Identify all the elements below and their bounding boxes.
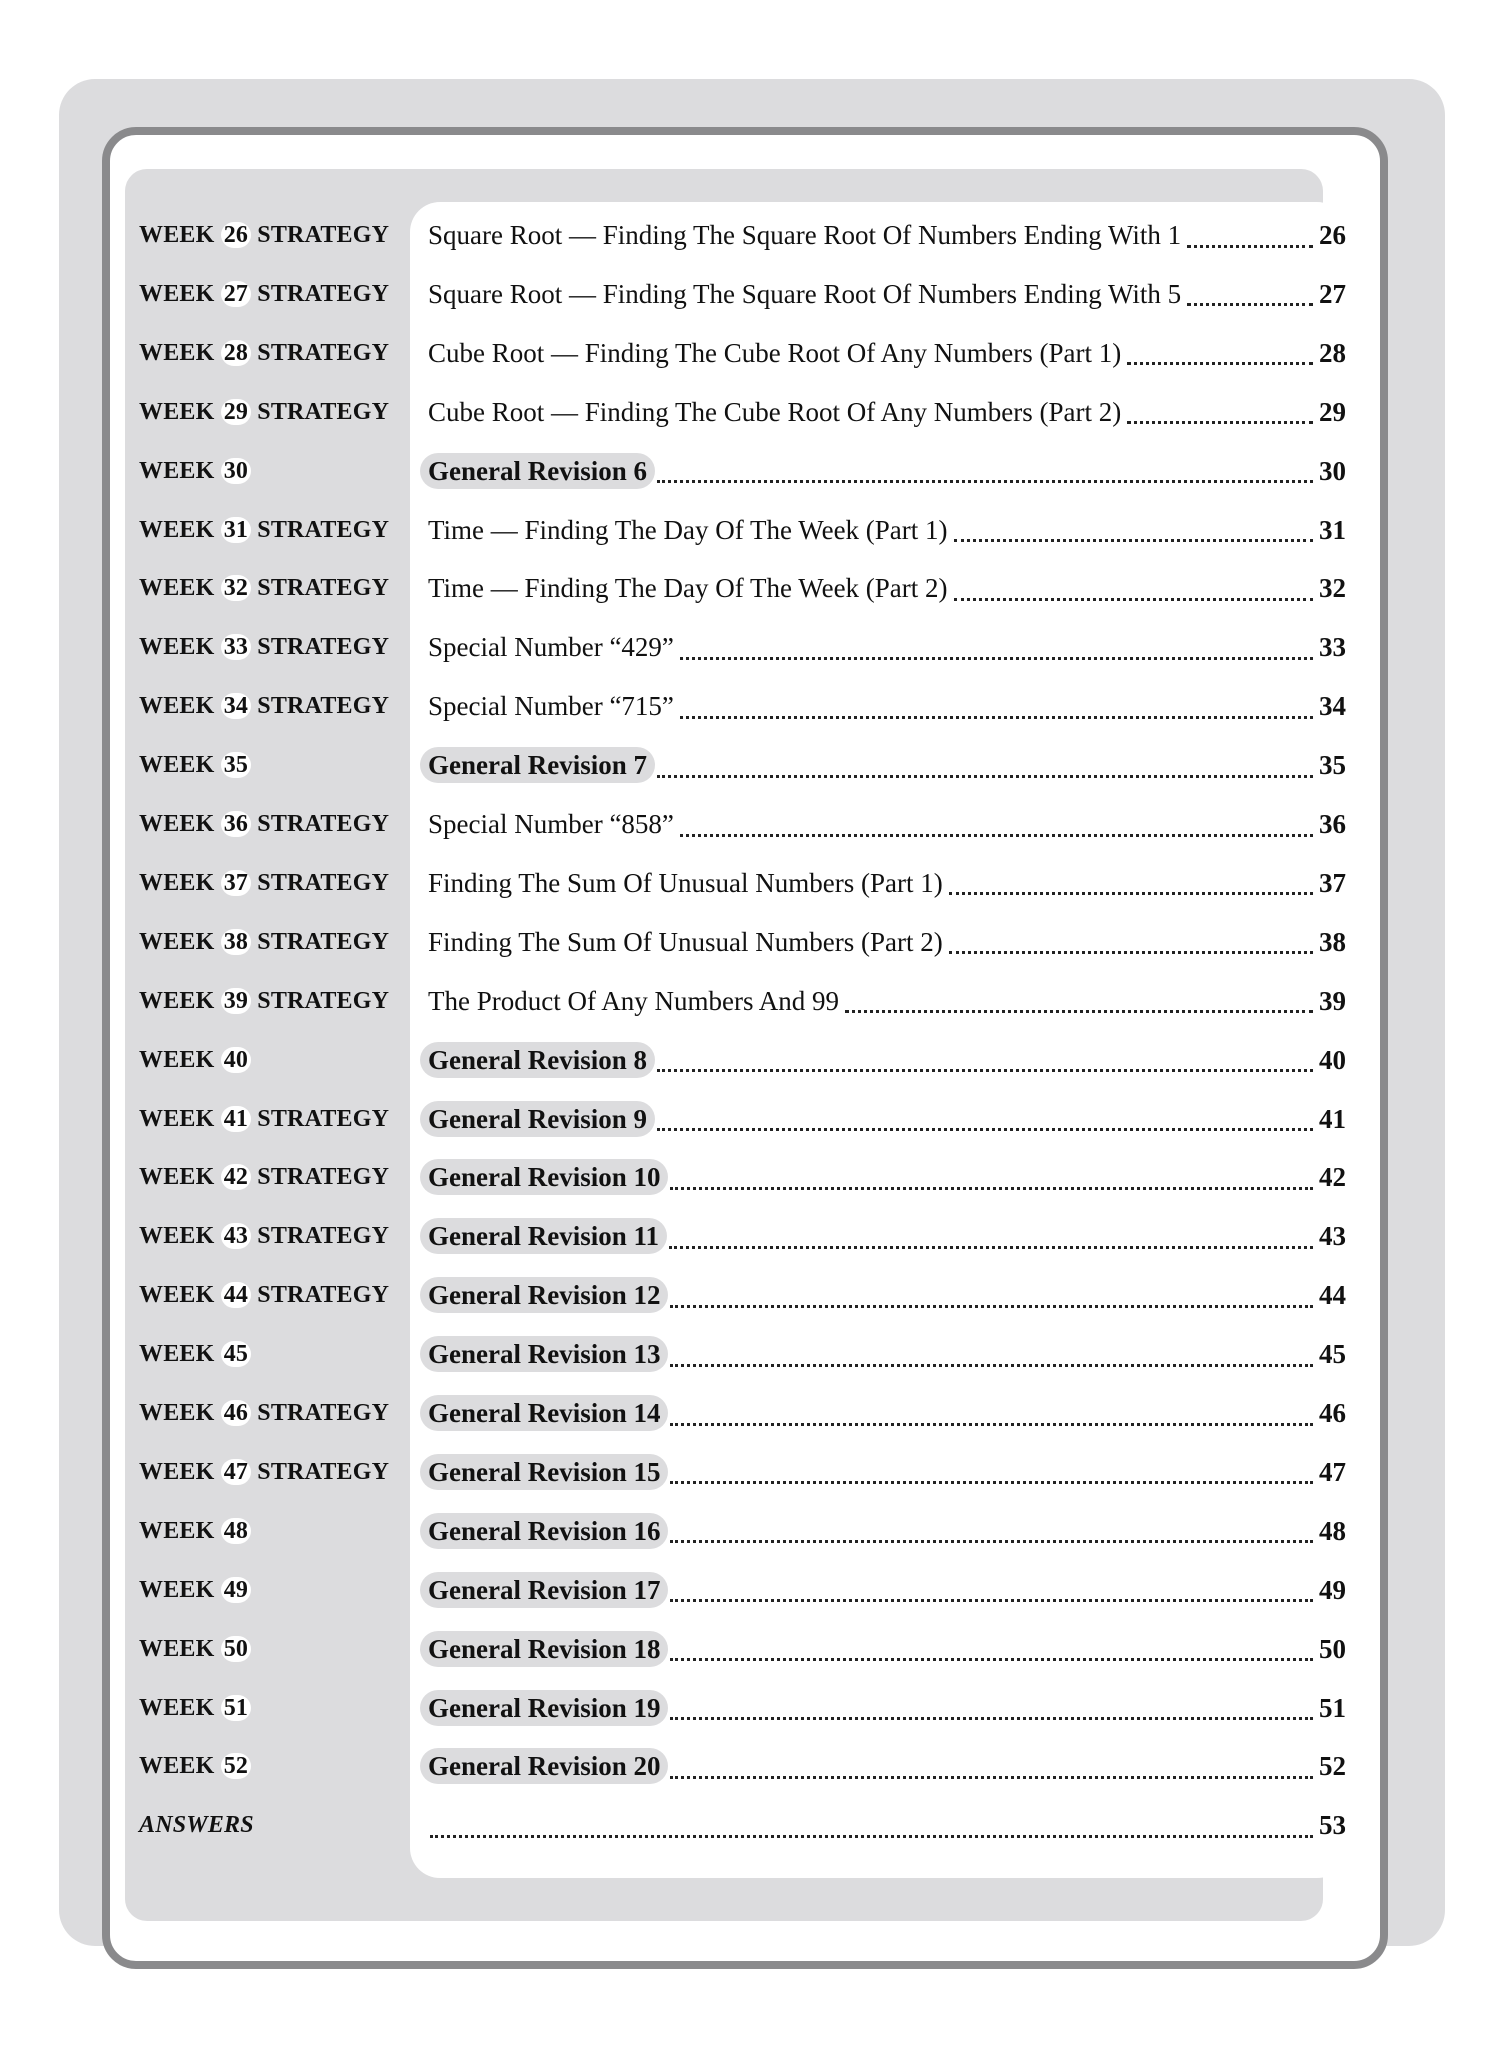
week-label bbox=[139, 1164, 389, 1190]
page-number: 38 bbox=[1319, 926, 1346, 957]
toc-row-week-26 bbox=[0, 210, 1500, 260]
entry-title: General Revision 13 bbox=[420, 1336, 668, 1372]
week-word: WEEK bbox=[139, 222, 215, 248]
week-word: WEEK bbox=[139, 1105, 215, 1132]
toc-entry[interactable] bbox=[428, 216, 1346, 254]
dot-leader bbox=[670, 1342, 1313, 1367]
dot-leader bbox=[1187, 281, 1313, 306]
page-number: 50 bbox=[1319, 1633, 1346, 1664]
strategy-tag: STRATEGY bbox=[257, 222, 390, 248]
page-number: 49 bbox=[1319, 1574, 1346, 1605]
dot-leader bbox=[845, 988, 1313, 1013]
entry-title: General Revision 15 bbox=[420, 1454, 668, 1490]
toc-entry[interactable] bbox=[428, 1394, 1346, 1432]
entry-title: Special Number “715” bbox=[428, 691, 674, 722]
week-label bbox=[139, 1106, 389, 1132]
dot-leader bbox=[670, 1459, 1313, 1484]
entry-title: Special Number “429” bbox=[428, 632, 674, 663]
week-label bbox=[139, 575, 389, 601]
toc-row-week-41 bbox=[0, 1094, 1500, 1144]
dot-leader bbox=[669, 1224, 1313, 1249]
entry-title: Cube Root — Finding The Cube Root Of Any Numbers (Part 2) bbox=[428, 396, 1122, 427]
dot-leader bbox=[1187, 223, 1313, 248]
strategy-tag: STRATEGY bbox=[257, 339, 390, 366]
page-number: 31 bbox=[1319, 514, 1346, 545]
strategy-tag: STRATEGY bbox=[257, 811, 390, 837]
toc-row-week-52 bbox=[0, 1741, 1500, 1791]
week-word: WEEK bbox=[139, 1635, 215, 1662]
toc-entry[interactable] bbox=[428, 1512, 1346, 1550]
week-label bbox=[139, 1400, 389, 1426]
week-word: WEEK bbox=[139, 1753, 215, 1780]
week-word: WEEK bbox=[139, 280, 215, 307]
week-number: 52 bbox=[221, 1753, 251, 1779]
week-label bbox=[139, 929, 389, 955]
dot-leader bbox=[680, 694, 1313, 719]
week-label bbox=[139, 340, 389, 366]
toc-row-week-44 bbox=[0, 1270, 1500, 1320]
toc-entry[interactable] bbox=[428, 1158, 1346, 1196]
week-number: 44 bbox=[221, 1282, 251, 1308]
toc-entry[interactable] bbox=[428, 1747, 1346, 1785]
entry-title: General Revision 18 bbox=[420, 1631, 668, 1667]
week-word: WEEK bbox=[139, 1223, 215, 1250]
toc-entry-answers[interactable] bbox=[428, 1806, 1346, 1844]
toc-row-week-50 bbox=[0, 1624, 1500, 1674]
week-label bbox=[139, 1459, 389, 1485]
week-label bbox=[139, 517, 389, 543]
toc-row-week-29 bbox=[0, 387, 1500, 437]
dot-leader bbox=[430, 1813, 1313, 1838]
entry-title: General Revision 9 bbox=[420, 1101, 655, 1137]
page-number: 37 bbox=[1319, 867, 1346, 898]
page-number: 48 bbox=[1319, 1515, 1346, 1546]
toc-entry[interactable] bbox=[428, 923, 1346, 961]
week-label bbox=[139, 811, 389, 837]
week-word: WEEK bbox=[139, 1164, 215, 1191]
week-word: WEEK bbox=[139, 928, 215, 955]
week-word: WEEK bbox=[139, 1517, 215, 1544]
week-number: 37 bbox=[221, 870, 251, 896]
page-number: 35 bbox=[1319, 750, 1346, 781]
toc-entry[interactable] bbox=[428, 1630, 1346, 1668]
dot-leader bbox=[657, 753, 1313, 778]
dot-leader bbox=[949, 929, 1313, 954]
week-number: 36 bbox=[221, 811, 251, 837]
strategy-tag: STRATEGY bbox=[257, 1223, 390, 1250]
strategy-tag: STRATEGY bbox=[257, 1282, 390, 1309]
week-word: WEEK bbox=[139, 339, 215, 366]
entry-title: General Revision 7 bbox=[420, 747, 655, 783]
week-number: 26 bbox=[221, 222, 251, 248]
dot-leader bbox=[680, 635, 1313, 660]
toc-entry[interactable] bbox=[428, 1571, 1346, 1609]
toc-entry[interactable] bbox=[428, 275, 1346, 313]
dot-leader bbox=[670, 1695, 1313, 1720]
week-word: WEEK bbox=[139, 1694, 215, 1721]
dot-leader bbox=[657, 1106, 1313, 1131]
entry-title: General Revision 10 bbox=[420, 1159, 668, 1195]
toc-entry[interactable] bbox=[428, 805, 1346, 843]
week-word: WEEK bbox=[139, 693, 215, 720]
entry-title: Time — Finding The Day Of The Week (Part 1) bbox=[428, 514, 948, 545]
week-label bbox=[139, 1577, 251, 1603]
page-number: 26 bbox=[1319, 220, 1346, 250]
week-label bbox=[139, 988, 389, 1014]
dot-leader bbox=[657, 1047, 1313, 1072]
strategy-tag: STRATEGY bbox=[257, 1164, 390, 1191]
entry-title: General Revision 17 bbox=[420, 1572, 668, 1608]
dot-leader bbox=[657, 458, 1313, 483]
week-number: 34 bbox=[221, 693, 251, 719]
page-number: 27 bbox=[1319, 278, 1346, 309]
week-label bbox=[139, 222, 389, 248]
entry-title: Cube Root — Finding The Cube Root Of Any Numbers (Part 1) bbox=[428, 337, 1122, 368]
toc-row-week-45 bbox=[0, 1329, 1500, 1379]
week-number: 38 bbox=[221, 929, 251, 955]
entry-title: Square Root — Finding The Square Root Of Numbers Ending With 5 bbox=[428, 278, 1182, 309]
entry-title: Finding The Sum Of Unusual Numbers (Part 2) bbox=[428, 926, 943, 957]
strategy-tag: STRATEGY bbox=[257, 280, 390, 307]
week-label bbox=[139, 1695, 251, 1721]
toc-row-week-38 bbox=[0, 917, 1500, 967]
entry-title: General Revision 12 bbox=[420, 1277, 668, 1313]
week-word: WEEK bbox=[139, 869, 215, 896]
dot-leader bbox=[949, 870, 1313, 895]
week-word: WEEK bbox=[139, 1400, 215, 1426]
week-number: 39 bbox=[221, 988, 251, 1014]
toc-row-week-37 bbox=[0, 858, 1500, 908]
week-word: WEEK bbox=[139, 398, 215, 425]
entry-title: General Revision 16 bbox=[420, 1513, 668, 1549]
toc-entry[interactable] bbox=[428, 1689, 1346, 1727]
week-word: WEEK bbox=[139, 811, 215, 837]
week-number: 31 bbox=[221, 517, 251, 543]
toc-entry[interactable] bbox=[428, 1100, 1346, 1138]
week-word: WEEK bbox=[139, 1282, 215, 1309]
answers-label: ANSWERS bbox=[139, 1812, 254, 1839]
strategy-tag: STRATEGY bbox=[257, 634, 390, 661]
week-number: 48 bbox=[221, 1518, 251, 1544]
dot-leader bbox=[954, 576, 1313, 601]
week-label bbox=[139, 281, 389, 307]
entry-title: The Product Of Any Numbers And 99 bbox=[428, 985, 839, 1016]
toc-row-week-49 bbox=[0, 1565, 1500, 1615]
toc-row-week-31 bbox=[0, 505, 1500, 555]
week-label bbox=[139, 752, 251, 778]
page-number: 40 bbox=[1319, 1044, 1346, 1075]
entry-title: General Revision 14 bbox=[420, 1395, 668, 1431]
toc-entry[interactable] bbox=[428, 1335, 1346, 1373]
page-number: 52 bbox=[1319, 1751, 1346, 1782]
week-word: WEEK bbox=[139, 1046, 215, 1073]
toc-row-week-48 bbox=[0, 1506, 1500, 1556]
entry-title: General Revision 11 bbox=[420, 1218, 667, 1254]
page-number: 41 bbox=[1319, 1103, 1346, 1134]
toc-row-week-42 bbox=[0, 1152, 1500, 1202]
week-label bbox=[139, 870, 389, 896]
week-label bbox=[139, 1518, 251, 1544]
toc-entry[interactable] bbox=[428, 1276, 1346, 1314]
page-number: 29 bbox=[1319, 396, 1346, 427]
week-word: WEEK bbox=[139, 987, 215, 1014]
toc-entry[interactable] bbox=[428, 746, 1346, 784]
week-label bbox=[139, 1047, 251, 1073]
strategy-tag: STRATEGY bbox=[257, 1400, 390, 1426]
week-word: WEEK bbox=[139, 516, 215, 543]
page-number: 39 bbox=[1319, 985, 1346, 1016]
toc-row-week-34 bbox=[0, 681, 1500, 731]
dot-leader bbox=[680, 812, 1313, 837]
dot-leader bbox=[670, 1518, 1313, 1543]
toc-row-week-36 bbox=[0, 799, 1500, 849]
week-label bbox=[139, 1282, 389, 1308]
dot-leader bbox=[954, 517, 1313, 542]
strategy-tag: STRATEGY bbox=[257, 1105, 390, 1132]
page-number: 36 bbox=[1319, 809, 1346, 839]
week-word: WEEK bbox=[139, 457, 215, 484]
dot-leader bbox=[1127, 340, 1313, 365]
entry-title: General Revision 8 bbox=[420, 1042, 655, 1078]
strategy-tag: STRATEGY bbox=[257, 869, 390, 896]
toc-row-week-40 bbox=[0, 1035, 1500, 1085]
toc-entry[interactable] bbox=[428, 334, 1346, 372]
toc-entry[interactable] bbox=[428, 628, 1346, 666]
week-word: WEEK bbox=[139, 634, 215, 661]
week-label bbox=[139, 1753, 251, 1779]
strategy-tag: STRATEGY bbox=[257, 398, 390, 425]
week-number: 45 bbox=[221, 1341, 251, 1367]
toc-row-week-27 bbox=[0, 269, 1500, 319]
toc-row-week-51 bbox=[0, 1683, 1500, 1733]
week-label bbox=[139, 1341, 251, 1367]
page-number: 30 bbox=[1319, 455, 1346, 486]
page-number: 46 bbox=[1319, 1398, 1346, 1428]
week-number: 46 bbox=[221, 1400, 251, 1426]
week-number: 40 bbox=[221, 1047, 251, 1073]
toc-row-week-43 bbox=[0, 1211, 1500, 1261]
toc-entry[interactable] bbox=[428, 687, 1346, 725]
page-number: 43 bbox=[1319, 1221, 1346, 1252]
dot-leader bbox=[670, 1283, 1313, 1308]
week-number: 47 bbox=[221, 1459, 251, 1485]
week-number: 27 bbox=[221, 281, 251, 307]
page-number: 33 bbox=[1319, 632, 1346, 663]
week-label bbox=[139, 1223, 389, 1249]
week-word: WEEK bbox=[139, 1458, 215, 1485]
strategy-tag: STRATEGY bbox=[257, 516, 390, 543]
dot-leader bbox=[670, 1401, 1313, 1426]
week-label bbox=[139, 693, 389, 719]
week-number: 51 bbox=[221, 1695, 251, 1721]
strategy-tag: STRATEGY bbox=[257, 987, 390, 1014]
page-number: 47 bbox=[1319, 1456, 1346, 1487]
page-number: 34 bbox=[1319, 691, 1346, 722]
toc-entry[interactable] bbox=[428, 1453, 1346, 1491]
entry-title: General Revision 6 bbox=[420, 453, 655, 489]
week-number: 43 bbox=[221, 1223, 251, 1249]
toc-entry[interactable] bbox=[428, 864, 1346, 902]
toc-entry[interactable] bbox=[428, 569, 1346, 607]
week-number: 32 bbox=[221, 575, 251, 601]
dot-leader bbox=[670, 1165, 1313, 1190]
week-number: 33 bbox=[221, 634, 251, 660]
page-number: 44 bbox=[1319, 1280, 1346, 1311]
page-number: 32 bbox=[1319, 573, 1346, 604]
toc-entry[interactable] bbox=[428, 511, 1346, 549]
toc-row-week-47 bbox=[0, 1447, 1500, 1497]
dot-leader bbox=[670, 1577, 1313, 1602]
week-word: WEEK bbox=[139, 752, 215, 779]
page-number: 53 bbox=[1319, 1810, 1346, 1841]
week-number: 49 bbox=[221, 1577, 251, 1603]
week-number: 42 bbox=[221, 1164, 251, 1190]
entry-title: Special Number “858” bbox=[428, 809, 674, 839]
strategy-tag: STRATEGY bbox=[257, 693, 390, 720]
toc-row-week-30 bbox=[0, 446, 1500, 496]
toc-row-week-33 bbox=[0, 622, 1500, 672]
week-word: WEEK bbox=[139, 1576, 215, 1603]
page-number: 28 bbox=[1319, 337, 1346, 368]
week-number: 50 bbox=[221, 1636, 251, 1662]
toc-row-answers bbox=[0, 1800, 1500, 1850]
entry-title: General Revision 19 bbox=[420, 1690, 668, 1726]
week-number: 28 bbox=[221, 340, 251, 366]
toc-entry[interactable] bbox=[428, 452, 1346, 490]
toc-row-week-46 bbox=[0, 1388, 1500, 1438]
week-number: 30 bbox=[221, 458, 251, 484]
strategy-tag: STRATEGY bbox=[257, 575, 390, 602]
entry-title: Square Root — Finding The Square Root Of Numbers Ending With 1 bbox=[428, 220, 1182, 250]
page-number: 45 bbox=[1319, 1339, 1346, 1370]
week-number: 41 bbox=[221, 1106, 251, 1132]
entry-title: General Revision 20 bbox=[420, 1748, 668, 1784]
toc-row-week-32 bbox=[0, 563, 1500, 613]
dot-leader bbox=[1127, 399, 1313, 424]
page-number: 51 bbox=[1319, 1692, 1346, 1723]
toc-entry[interactable] bbox=[428, 1041, 1346, 1079]
strategy-tag: STRATEGY bbox=[257, 928, 390, 955]
page-number: 42 bbox=[1319, 1162, 1346, 1193]
strategy-tag: STRATEGY bbox=[257, 1458, 390, 1485]
week-word: WEEK bbox=[139, 575, 215, 602]
week-label bbox=[139, 458, 251, 484]
toc-entry[interactable] bbox=[428, 982, 1346, 1020]
toc-row-week-39 bbox=[0, 976, 1500, 1026]
toc-row-week-35 bbox=[0, 740, 1500, 790]
week-label bbox=[139, 399, 389, 425]
week-number: 35 bbox=[221, 752, 251, 778]
toc-entry[interactable] bbox=[428, 1217, 1346, 1255]
entry-title: Time — Finding The Day Of The Week (Part 2) bbox=[428, 573, 948, 604]
toc-row-week-28 bbox=[0, 328, 1500, 378]
dot-leader bbox=[670, 1636, 1313, 1661]
toc-entry[interactable] bbox=[428, 393, 1346, 431]
week-label bbox=[139, 1636, 251, 1662]
week-word: WEEK bbox=[139, 1341, 215, 1368]
week-number: 29 bbox=[221, 399, 251, 425]
entry-title: Finding The Sum Of Unusual Numbers (Part 1) bbox=[428, 867, 943, 898]
week-label bbox=[139, 634, 389, 660]
dot-leader bbox=[670, 1754, 1313, 1779]
